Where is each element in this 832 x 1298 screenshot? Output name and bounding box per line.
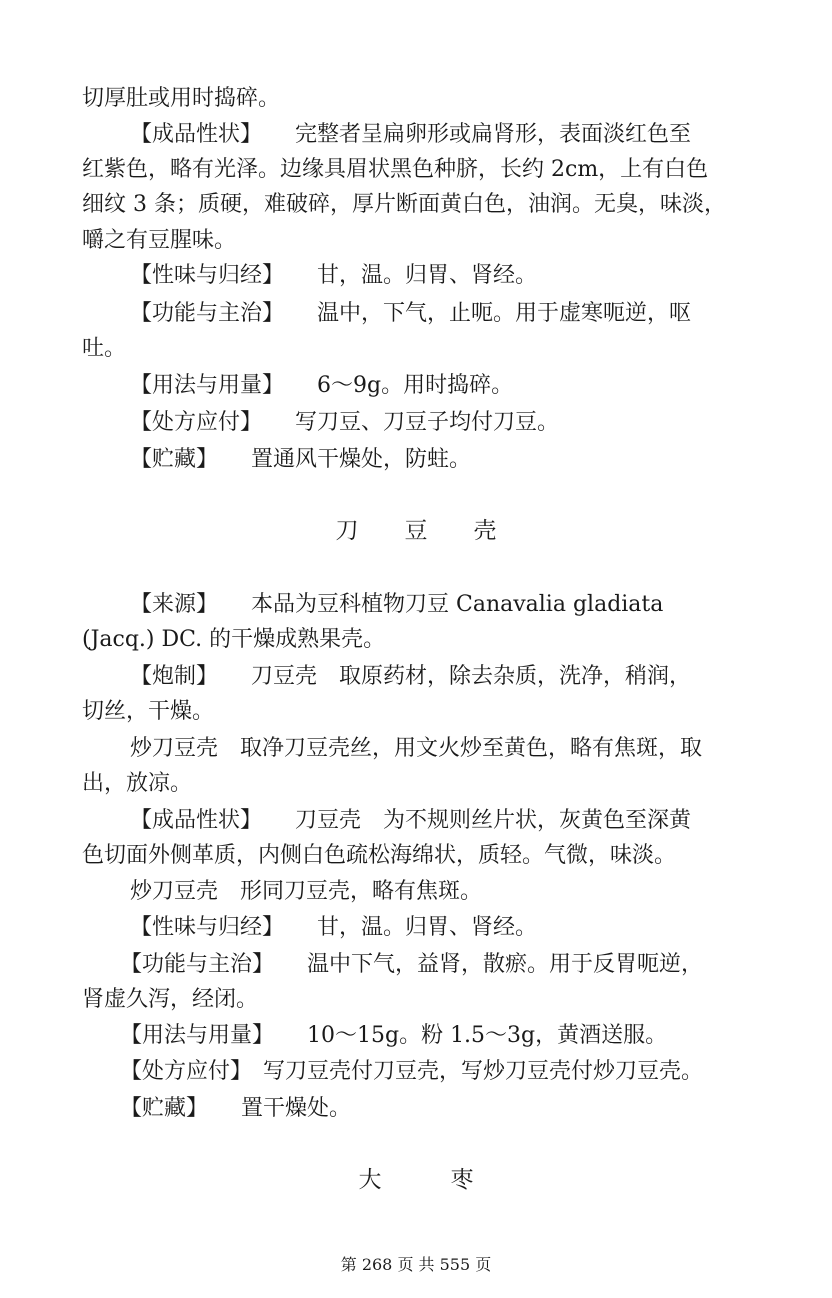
paragraph-line: 【处方应付】 写刀豆、刀豆子均付刀豆。 [130, 410, 560, 435]
paragraph-line: 炒刀豆壳 形同刀豆壳，略有焦斑。 [130, 879, 483, 904]
paragraph-line: 【用法与用量】 6～9g。用时捣碎。 [130, 373, 514, 398]
section-heading: 刀 豆 壳 [335, 518, 497, 544]
paragraph-line: 【成品性状】 刀豆壳 为不规则丝片状，灰黄色至深黄 [130, 808, 692, 833]
paragraph-line: 【处方应付】 写刀豆壳付刀豆壳，写炒刀豆壳付炒刀豆壳。 [120, 1059, 704, 1084]
paragraph-line: 色切面外侧革质，内侧白色疏松海绵状，质轻。气微，味淡。 [82, 843, 677, 868]
paragraph-line: 【成品性状】 完整者呈扁卵形或扁肾形，表面淡红色至 [130, 122, 692, 147]
paragraph-line: 【功能与主治】 温中下气，益肾，散瘀。用于反胃呃逆， [120, 952, 704, 977]
paragraph-line: (Jacq.) DC. 的干燥成熟果壳。 [82, 627, 386, 652]
paragraph-line: 切丝，干燥。 [82, 699, 215, 724]
paragraph-line: 切厚肚或用时捣碎。 [82, 86, 281, 111]
page-number: 第 268 页 共 555 页 [340, 1255, 492, 1274]
section-heading: 大 枣 [358, 1167, 474, 1193]
paragraph-line: 【炮制】 刀豆壳 取原药材，除去杂质，洗净，稍润， [130, 664, 692, 689]
paragraph-line: 吐。 [82, 336, 127, 361]
paragraph-line: 【用法与用量】 10～15g。粉 1.5～3g，黄酒送服。 [120, 1023, 668, 1048]
paragraph-line: 出，放凉。 [82, 771, 193, 796]
paragraph-line: 【性味与归经】 甘，温。归胃、肾经。 [130, 263, 538, 288]
paragraph-line: 红紫色，略有光泽。边缘具眉状黑色种脐，长约 2cm，上有白色 [82, 157, 709, 182]
paragraph-line: 肾虚久泻，经闭。 [82, 987, 259, 1012]
paragraph-line: 【贮藏】 置干燥处。 [120, 1096, 352, 1121]
paragraph-line: 【功能与主治】 温中，下气，止呃。用于虚寒呃逆，呕 [130, 301, 692, 326]
paragraph-line: 细纹 3 条；质硬，难破碎，厚片断面黄白色，油润。无臭，味淡， [82, 192, 726, 217]
paragraph-line: 【来源】 本品为豆科植物刀豆 Canavalia gladiata [130, 592, 664, 617]
paragraph-line: 炒刀豆壳 取净刀豆壳丝，用文火炒至黄色，略有焦斑，取 [130, 736, 703, 761]
paragraph-line: 【性味与归经】 甘，温。归胃、肾经。 [130, 915, 538, 940]
paragraph-line: 嚼之有豆腥味。 [82, 228, 237, 253]
paragraph-line: 【贮藏】 置通风干燥处，防蛀。 [130, 447, 472, 472]
